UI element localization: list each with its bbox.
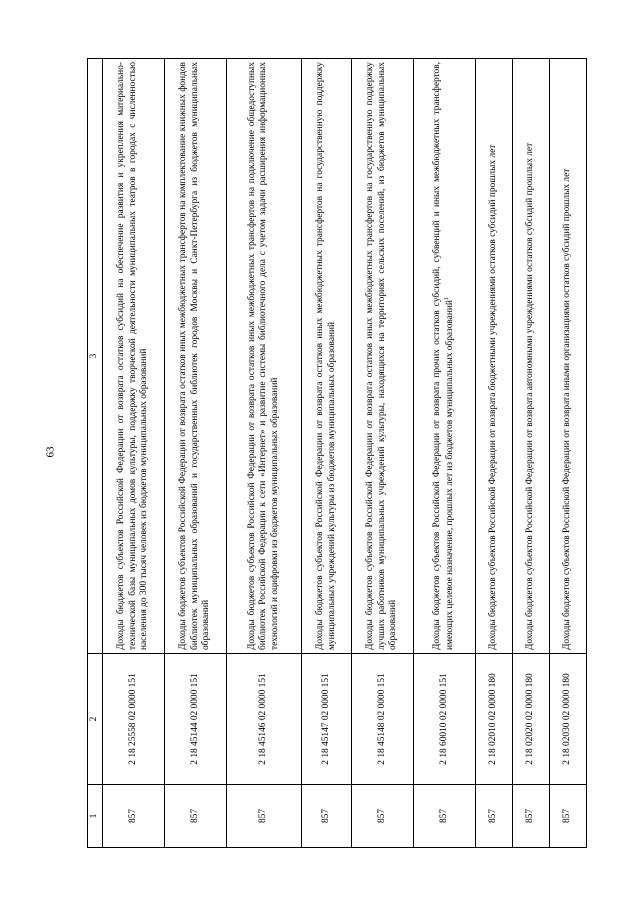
budget-code-cell: 2 18 45147 02 0000 151 [302,654,352,785]
description-cell: Доходы бюджетов субъектов Российской Федерации от возврата остатков иных межбюджетных трансфертов на государственную поддержку лучших работников муниципальных учреждений культуры, находящихся на территориях сельских поселений, из бюджетов муниципальных образований [352,59,414,654]
admin-code-cell: 857 [103,785,165,848]
description-cell: Доходы бюджетов субъектов Российской Федерации от возврата остатков иных межбюджетных трансфертов на подключение общедоступных библиотек Российской Федерации к сети «Интернет» и развитие системы библиотечного дела с учетом задачи расширения информационных технологий и оцифровки из бюджетов муниципальных образований [227,59,302,654]
budget-code-cell: 2 18 02020 02 0000 180 [513,654,550,785]
admin-code-cell: 857 [165,785,227,848]
budget-code-cell: 2 18 02010 02 0000 180 [476,654,513,785]
table-row [513,59,550,848]
budget-code-cell: 2 18 45144 02 0000 151 [165,654,227,785]
table-row [302,59,352,848]
admin-code-cell: 857 [550,785,587,848]
table-row [476,59,513,848]
table-row [414,59,476,848]
description-cell: Доходы бюджетов субъектов Российской Федерации от возврата бюджетными учреждениями остатков субсидий прошлых лет [476,59,513,654]
footnote-marker: 1 [443,297,450,301]
table-row [165,59,227,848]
admin-code-cell: 857 [227,785,302,848]
table-header-row [88,59,103,848]
document-table-rotated [87,58,587,848]
header-col-1: 1 [88,785,103,848]
budget-code-cell: 2 18 25558 02 0000 151 [103,654,165,785]
document-table-frame [87,58,587,848]
description-cell [414,59,476,654]
header-col-3: 3 [88,59,103,654]
budget-code-cell: 2 18 02030 02 0000 180 [550,654,587,785]
admin-code-cell: 857 [414,785,476,848]
admin-code-cell: 857 [476,785,513,848]
table-row [550,59,587,848]
budget-code-cell: 2 18 45146 02 0000 151 [227,654,302,785]
description-text: Доходы бюджетов субъектов Российской Федерации от возврата прочих остатков субсидий, субвенций и иных межбюджетных трансфертов, имеющих целевое назначение, прошлых лет из бюджетов муниципальных образований [432,62,456,650]
page-number-text: 63 [44,446,56,458]
description-cell: Доходы бюджетов субъектов Российской Федерации от возврата остатков иных межбюджетных трансфертов на государственную поддержку муниципальных учреждений культуры из бюджетов муниципальных образований [302,59,352,654]
admin-code-cell: 857 [513,785,550,848]
budget-code-cell: 2 18 60010 02 0000 151 [414,654,476,785]
header-col-2: 2 [88,654,103,785]
revenue-codes-table [87,58,587,848]
description-cell: Доходы бюджетов субъектов Российской Федерации от возврата остатков иных межбюджетных трансфертов на комплектование книжных фондов библиотек муниципальных образований и государственных библиотек городов Москвы и Санкт-Петербурга из бюджетов муниципальных образований [165,59,227,654]
table-row [103,59,165,848]
page-number [40,436,60,468]
description-cell: Доходы бюджетов субъектов Российской Федерации от возврата иными организациями остатков субсидий прошлых лет [550,59,587,654]
admin-code-cell: 857 [352,785,414,848]
description-cell: Доходы бюджетов субъектов Российской Федерации от возврата автономными учреждениями остатков субсидий прошлых лет [513,59,550,654]
table-row [227,59,302,848]
admin-code-cell: 857 [302,785,352,848]
budget-code-cell: 2 18 45148 02 0000 151 [352,654,414,785]
table-row [352,59,414,848]
description-cell: Доходы бюджетов субъектов Российской Федерации от возврата остатков субсидий на обеспечение развития и укрепления материально-технической базы муниципальных домов культуры, поддержку творческой деятельности муниципальных театров в городах с численностью населения до 300 тысяч человек из бюджетов муниципальных образований [103,59,165,654]
